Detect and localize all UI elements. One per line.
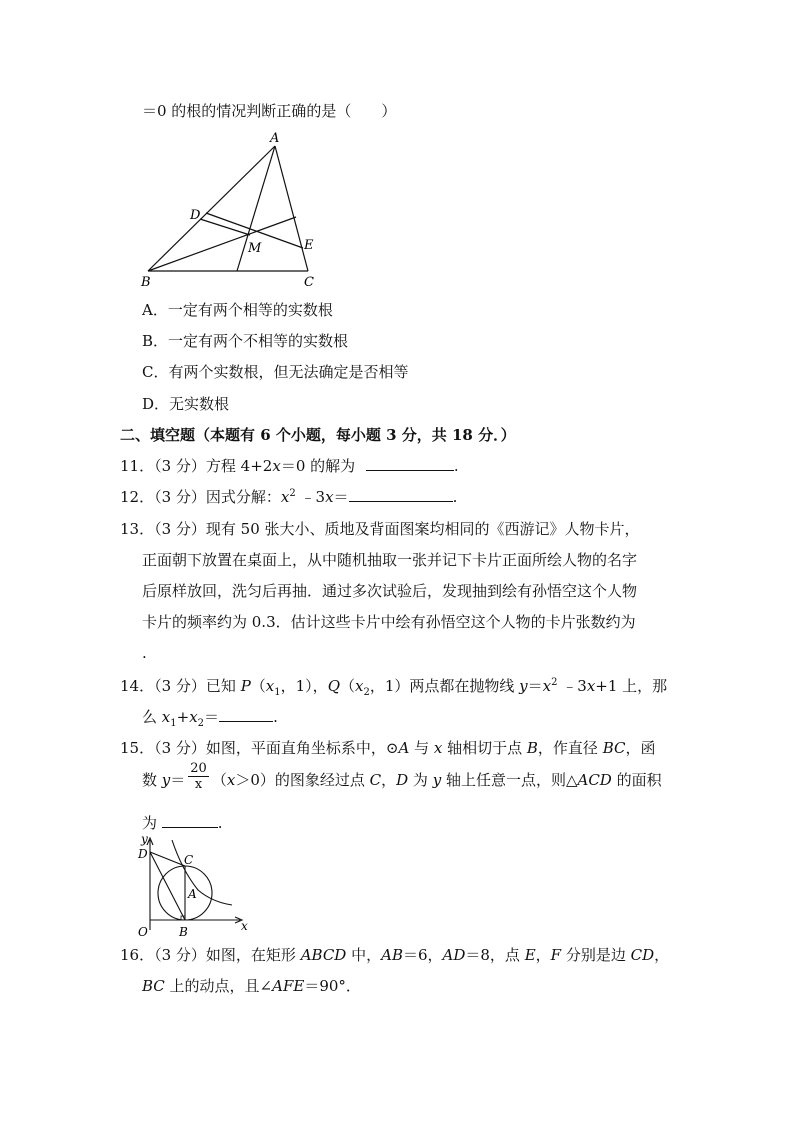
question-13-line-2: 正面朝下放置在桌面上，从中随机抽取一张并记下卡片正面所绘人物的名字 [142,551,638,569]
label-M: M [248,241,262,256]
answer-blank-11[interactable] [366,456,454,471]
label-C: C [304,275,314,290]
option-a: A．一定有两个相等的实数根 [142,301,333,319]
axis-y-label: y [141,832,148,846]
question-14-line-1: 14．（3 分）已知 $P(x_1$，1），$Q(x_2$，1）两点都在抛物线 $y=x^2$ ﹣3x+1 上，那 [120,677,668,698]
option-b: B．一定有两个不相等的实数根 [142,332,349,350]
answer-blank-14[interactable] [219,707,273,722]
question-13-line-4: 卡片的频率约为 0.3．估计这些卡片中绘有孙悟空这个人物的卡片张数约为 [142,613,636,631]
option-c: C．有两个实数根，但无法确定是否相等 [142,363,409,381]
question-13-line-5: . [142,644,147,662]
fraction-20-over-x: $\frac{20}{x}$ [190,760,207,792]
answer-blank-12[interactable] [349,487,453,502]
question-15-line-2: 数 y＝ $\frac{20}{x}$ （x＞0）的图象经过点 C，D 为 y 轴上任意一点，则△ACD 的面积 [142,760,662,792]
option-d: D．无实数根 [142,395,230,413]
question-15-line-1: 15．（3 分）如图，平面直角坐标系中，⊙A 与 x 轴相切于点 B，作直径 BC，函 [120,739,656,757]
question-11: 11．（3 分）方程 4+2x＝0 的解为 . [120,457,459,475]
label-A: A [188,887,197,901]
label-C: C [184,853,194,867]
question-13-line-3: 后原样放回，洗匀后再抽．通过多次试验后，发现抽到绘有孙悟空这个人物 [142,582,638,600]
question-15-line-3: 为 . [142,814,223,832]
axis-x-label: x [241,919,248,933]
question-16-line-1: 16．（3 分）如图，在矩形 ABCD 中，AB＝6，AD＝8，点 E，F 分别是边 CD， [120,946,670,964]
question-12: 12．（3 分）因式分解：$x^2$ ﹣3x＝ . [120,488,458,506]
label-B: B [141,275,151,290]
origin-label: O [138,925,148,939]
answer-blank-15[interactable] [162,813,218,828]
label-A: A [270,131,280,146]
question-14-line-2: 么 $x_1+x_2=$ . [142,708,278,729]
label-B: B [179,925,188,939]
triangle-figure [138,128,328,290]
question-13-line-1: 13．（3 分）现有 50 张大小、质地及背面图案均相同的《西游记》人物卡片， [120,520,640,538]
question-16-line-2: BC 上的动点，且∠AFE＝90°． [142,977,361,995]
label-E: E [304,238,314,253]
label-D: D [190,208,201,223]
section-title: 二、填空题（本题有 6 个小题，每小题 3 分，共 18 分．） [120,426,516,444]
coordinate-circle-figure [136,832,254,940]
q10-continuation: ＝0 的根的情况判断正确的是（ ） [142,102,397,120]
label-D: D [138,847,148,861]
